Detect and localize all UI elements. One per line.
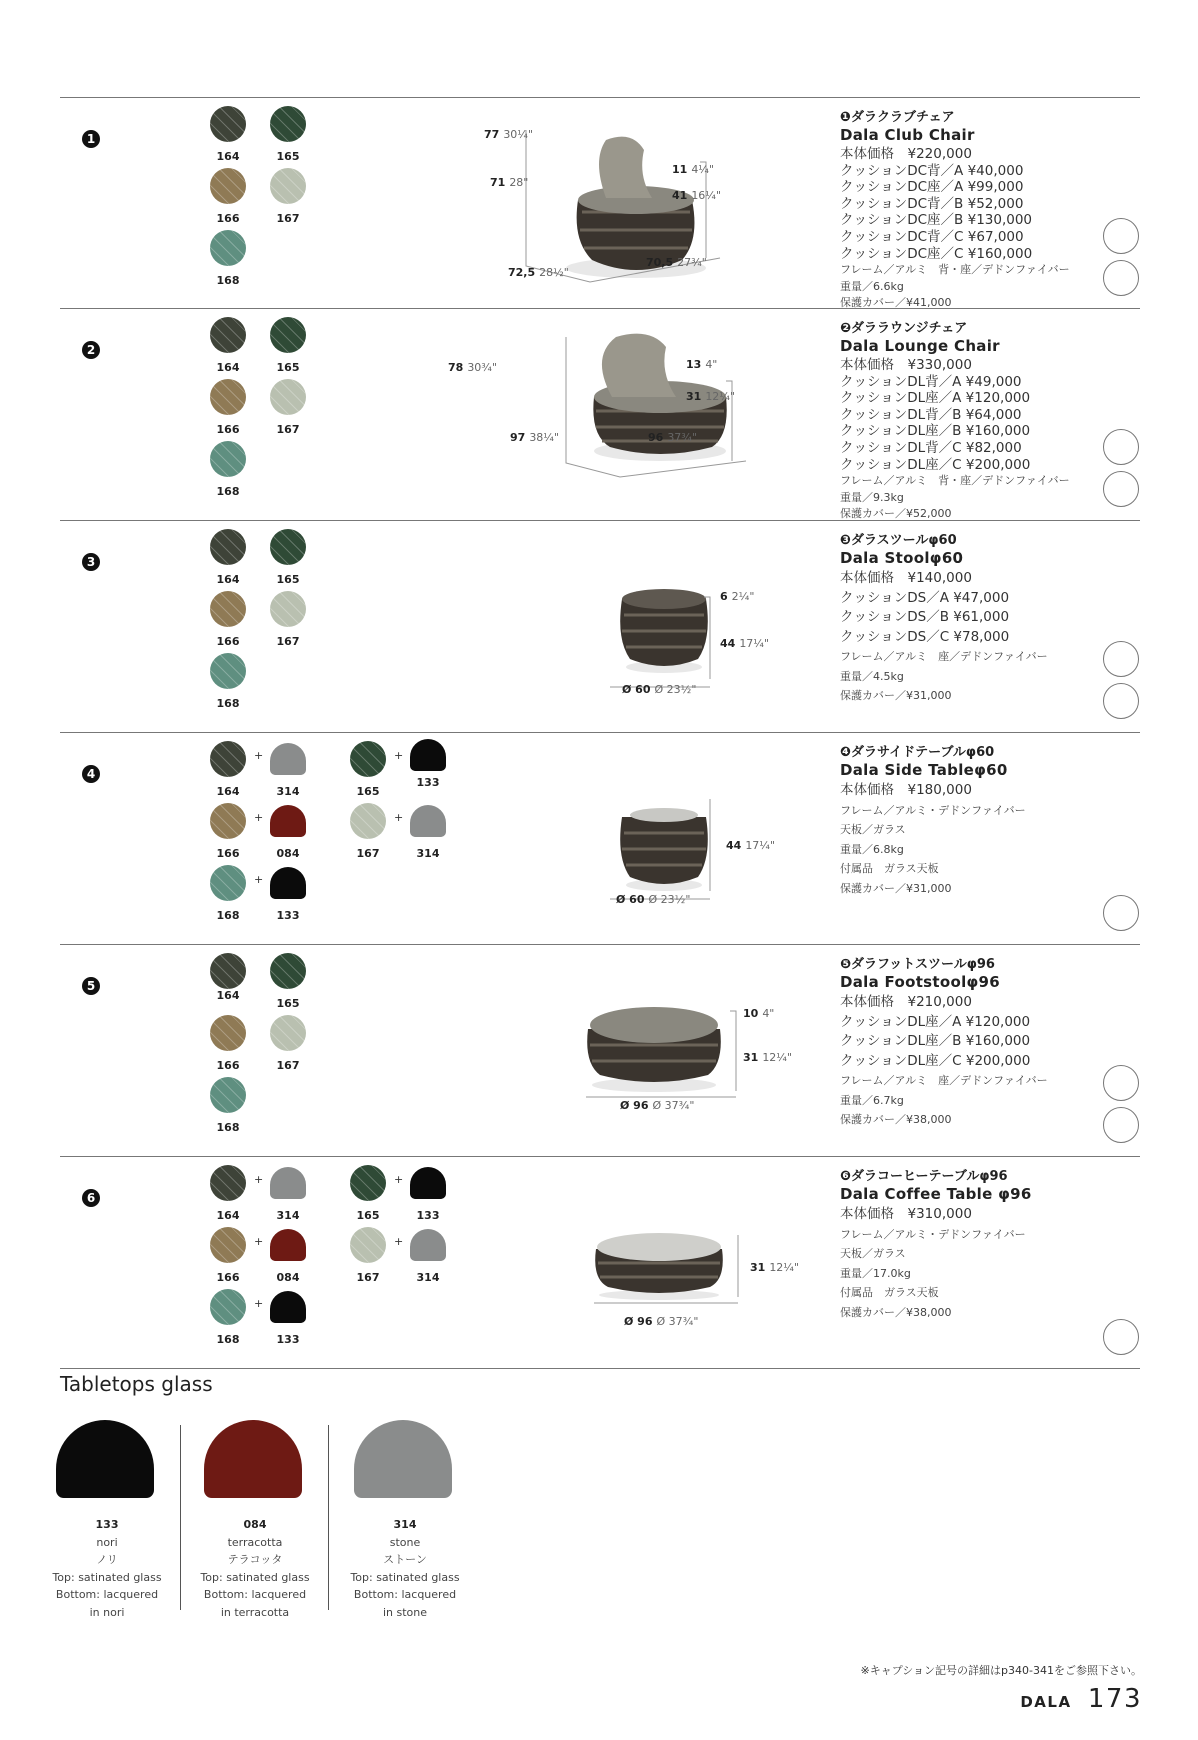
dim-height: 44 17¼" <box>720 637 770 650</box>
divider <box>180 1425 181 1610</box>
swatch-164 <box>210 953 246 989</box>
glass-bottom-color: in terracotta <box>220 1605 290 1619</box>
tabletop: 天板／ガラス <box>840 1247 906 1260</box>
weight: 重量／6.6kg <box>840 279 904 293</box>
dim-depth: 70,5 27¾" <box>646 256 707 269</box>
swatch-label: 164 <box>216 150 240 163</box>
cover-icon <box>1103 471 1139 507</box>
plus-sign: + <box>254 873 264 886</box>
glass-133 <box>410 1167 446 1199</box>
glass-sample-133 <box>52 1420 162 1621</box>
glass-sample-084 <box>200 1420 310 1621</box>
glass-bottom-color: in stone <box>382 1605 428 1619</box>
product-name-en: Dala Footstoolφ96 <box>840 973 1001 991</box>
swatch-label: 314 <box>416 1271 440 1284</box>
glass-name-jp: ノリ <box>96 1553 118 1566</box>
product-name-en: Dala Coffee Table φ96 <box>840 1185 1032 1203</box>
swatch-label: 166 <box>216 1271 240 1284</box>
cushion-price: クッションDL座／B ¥160,000 <box>840 423 1031 440</box>
swatch-label: 167 <box>276 635 300 648</box>
swatch-167 <box>270 1015 306 1051</box>
swatch-165 <box>270 529 306 565</box>
swatch-label: 165 <box>356 1209 380 1222</box>
dim-cushion: 13 4" <box>686 358 718 371</box>
dim-cushion: 11 4¼" <box>672 163 715 176</box>
swatch-166 <box>210 1015 246 1051</box>
swatch-label: 168 <box>216 1333 240 1346</box>
swatch-166 <box>210 379 246 415</box>
stacking-icon <box>1103 1065 1139 1101</box>
swatch-168 <box>210 1077 246 1113</box>
dim-height: 78 30¾" <box>448 361 498 374</box>
accessory: 付属品 ガラス天板 <box>840 1286 939 1299</box>
dim-diameter: Ø 60 Ø 23½" <box>616 893 691 906</box>
glass-top: Top: satinated glass <box>350 1570 460 1584</box>
product-row-5 <box>60 947 1140 1157</box>
plus-sign: + <box>254 749 264 762</box>
swatch-165 <box>270 317 306 353</box>
accessory: 付属品 ガラス天板 <box>840 862 939 875</box>
plus-sign: + <box>254 1297 264 1310</box>
glass-code: 314 <box>393 1518 417 1531</box>
glass-bottom: Bottom: lacquered <box>353 1588 457 1601</box>
divider <box>328 1425 329 1610</box>
cushion-price: クッションDL座／A ¥120,000 <box>840 390 1031 407</box>
swatch-label: 314 <box>416 847 440 860</box>
plus-sign: + <box>394 1173 404 1186</box>
cushion-price: クッションDL背／B ¥64,000 <box>840 406 1022 423</box>
row-number: 3 <box>82 553 100 571</box>
swatch-166 <box>210 803 246 839</box>
weight: 重量／6.7kg <box>840 1093 904 1107</box>
glass-code: 084 <box>243 1518 267 1531</box>
dim-seat-height: 71 28" <box>490 176 529 189</box>
dim-height: 44 17¼" <box>726 839 776 852</box>
swatch-165 <box>270 106 306 142</box>
weight: 重量／17.0kg <box>840 1266 911 1280</box>
swatch-label: 167 <box>276 423 300 436</box>
swatch-label: 168 <box>216 274 240 287</box>
product-name-en: Dala Side Tableφ60 <box>840 761 1008 779</box>
material: フレーム／アルミ 座／デドンファイバー <box>840 650 1048 663</box>
row-number: 1 <box>82 130 100 148</box>
dim-depth: 96 37¾" <box>648 431 698 444</box>
row-number: 4 <box>82 765 100 783</box>
glass-314 <box>410 805 446 837</box>
product-info <box>840 1165 1100 1322</box>
price: 本体価格 ¥220,000 <box>840 146 972 162</box>
swatch-label: 133 <box>276 1333 300 1346</box>
cover-icon <box>1103 260 1139 296</box>
glass-133 <box>410 739 446 771</box>
weight: 重量／6.8kg <box>840 842 904 856</box>
price: 本体価格 ¥210,000 <box>840 994 972 1010</box>
product-name-jp: ❶ダラクラブチェア <box>840 110 955 125</box>
swatch-label: 165 <box>276 361 300 374</box>
swatch-167 <box>270 168 306 204</box>
swatch-166 <box>210 168 246 204</box>
glass-swatch <box>56 1420 154 1498</box>
swatch-168 <box>210 865 246 901</box>
glass-name-jp: ストーン <box>383 1553 427 1566</box>
cushion-price: クッションDC座／B ¥130,000 <box>840 212 1033 229</box>
product-name-jp: ❸ダラスツールφ60 <box>840 533 957 548</box>
swatch-168 <box>210 230 246 266</box>
cushion-price: クッションDC座／C ¥160,000 <box>840 245 1033 262</box>
price: 本体価格 ¥310,000 <box>840 1206 972 1222</box>
cushion-price: クッションDL座／C ¥200,000 <box>840 456 1031 473</box>
swatch-167 <box>350 803 386 839</box>
price: 本体価格 ¥180,000 <box>840 782 972 798</box>
glass-084 <box>270 1229 306 1261</box>
swatch-label: 164 <box>216 989 240 1002</box>
swatch-label: 133 <box>416 1209 440 1222</box>
swatch-label: 166 <box>216 635 240 648</box>
cover-icon <box>1103 1319 1139 1355</box>
glass-sample-314 <box>350 1420 460 1621</box>
stacking-icon <box>1103 641 1139 677</box>
swatch-165 <box>350 1165 386 1201</box>
cushion-price: クッションDL座／A ¥120,000 <box>840 1013 1031 1030</box>
swatch-label: 165 <box>276 150 300 163</box>
plus-sign: + <box>254 811 264 824</box>
swatch-164 <box>210 1165 246 1201</box>
cushion-price: クッションDC背／A ¥40,000 <box>840 162 1024 179</box>
price: 本体価格 ¥140,000 <box>840 570 972 586</box>
swatch-167 <box>270 591 306 627</box>
stacking-icon <box>1103 429 1139 465</box>
footnote: ※キャプション記号の詳細はp340-341をご参照下さい。 <box>860 1664 1142 1677</box>
product-name-en: Dala Club Chair <box>840 126 975 144</box>
glass-084 <box>270 805 306 837</box>
product-row-4 <box>60 735 1140 945</box>
dim-height: 31 12¼" <box>743 1051 793 1064</box>
swatch-164 <box>210 741 246 777</box>
glass-133 <box>270 867 306 899</box>
dim-height: 31 12¼" <box>750 1261 800 1274</box>
dim-width: 72,5 28½" <box>508 266 569 279</box>
dimension-lines <box>580 1009 760 1109</box>
cover-icon <box>1103 895 1139 931</box>
dim-cushion: 10 4" <box>743 1007 775 1020</box>
swatch-label: 167 <box>356 847 380 860</box>
swatch-label: 165 <box>356 785 380 798</box>
product-name-jp: ❻ダラコーヒーテーブルφ96 <box>840 1169 1008 1184</box>
swatch-label: 164 <box>216 1209 240 1222</box>
glass-bottom: Bottom: lacquered <box>55 1588 159 1601</box>
glass-bottom: Bottom: lacquered <box>203 1588 307 1601</box>
product-info <box>840 741 1100 898</box>
swatch-164 <box>210 317 246 353</box>
product-name-jp: ❺ダラフットスツールφ96 <box>840 957 995 972</box>
swatch-label: 314 <box>276 785 300 798</box>
swatch-167 <box>270 379 306 415</box>
swatch-label: 084 <box>276 847 300 860</box>
product-info <box>840 106 1100 312</box>
cushion-price: クッションDL座／C ¥200,000 <box>840 1052 1031 1069</box>
cushion-price: クッションDL座／B ¥160,000 <box>840 1033 1031 1049</box>
glass-code: 133 <box>95 1518 119 1531</box>
tabletop: 天板／ガラス <box>840 823 906 836</box>
section-title: Tabletops glass <box>60 1372 213 1396</box>
glass-top: Top: satinated glass <box>200 1570 310 1584</box>
row-number: 6 <box>82 1189 100 1207</box>
swatch-166 <box>210 591 246 627</box>
swatch-167 <box>350 1227 386 1263</box>
glass-name: nori <box>96 1535 118 1549</box>
dimension-lines <box>588 1235 768 1315</box>
plus-sign: + <box>394 811 404 824</box>
product-info <box>840 317 1100 523</box>
cushion-price: クッションDL背／C ¥82,000 <box>840 439 1022 456</box>
swatch-164 <box>210 529 246 565</box>
product-name-jp: ❷ダララウンジチェア <box>840 321 968 336</box>
dim-width: 97 38¼" <box>510 431 560 444</box>
cushion-price: クッションDS／B ¥61,000 <box>840 609 1010 625</box>
swatch-label: 164 <box>216 785 240 798</box>
cushion-price: クッションDC背／B ¥52,000 <box>840 195 1024 212</box>
swatch-label: 166 <box>216 847 240 860</box>
swatch-label: 084 <box>276 1271 300 1284</box>
weight: 重量／9.3kg <box>840 490 904 504</box>
swatch-label: 164 <box>216 361 240 374</box>
swatch-label: 168 <box>216 1121 240 1134</box>
swatch-168 <box>210 1289 246 1325</box>
swatch-label: 133 <box>276 909 300 922</box>
stacking-icon <box>1103 218 1139 254</box>
row-number: 2 <box>82 341 100 359</box>
swatch-label: 166 <box>216 1059 240 1072</box>
product-row-3 <box>60 523 1140 733</box>
weight: 重量／4.5kg <box>840 669 904 683</box>
product-row-6 <box>60 1159 1140 1369</box>
dim-diameter: Ø 96 Ø 37¾" <box>620 1099 695 1112</box>
swatch-label: 167 <box>356 1271 380 1284</box>
glass-name-jp: テラコッタ <box>227 1553 283 1566</box>
dimension-lines <box>520 126 760 286</box>
cushion-price: クッションDL背／A ¥49,000 <box>840 373 1022 390</box>
plus-sign: + <box>254 1173 264 1186</box>
cushion-price: クッションDS／A ¥47,000 <box>840 589 1010 606</box>
product-name-jp: ❹ダラサイドテーブルφ60 <box>840 745 995 760</box>
cushion-price: クッションDC座／A ¥99,000 <box>840 179 1024 196</box>
dimension-lines <box>560 333 800 483</box>
material: フレーム／アルミ 座／デドンファイバー <box>840 1074 1048 1087</box>
cover-price: 保護カバー／¥38,000 <box>840 1113 952 1126</box>
material: フレーム／アルミ 背・座／デドンファイバー <box>840 474 1070 488</box>
product-info <box>840 529 1100 706</box>
glass-133 <box>270 1291 306 1323</box>
glass-314 <box>410 1229 446 1261</box>
swatch-label: 164 <box>216 573 240 586</box>
row-number: 5 <box>82 977 100 995</box>
glass-top: Top: satinated glass <box>52 1570 162 1584</box>
glass-bottom-color: in nori <box>89 1605 125 1619</box>
product-row-1 <box>60 100 1140 310</box>
glass-name: stone <box>389 1535 421 1549</box>
plus-sign: + <box>254 1235 264 1248</box>
swatch-label: 166 <box>216 423 240 436</box>
glass-314 <box>270 1167 306 1199</box>
cushion-price: クッションDS／C ¥78,000 <box>840 628 1010 645</box>
dim-diameter: Ø 96 Ø 37¾" <box>624 1315 699 1328</box>
material: フレーム／アルミ 背・座／デドンファイバー <box>840 263 1070 277</box>
swatch-164 <box>210 106 246 142</box>
product-name-en: Dala Lounge Chair <box>840 337 1000 355</box>
dim-seat: 41 16¼" <box>672 189 722 202</box>
cover-price: 保護カバー／¥31,000 <box>840 689 952 702</box>
price: 本体価格 ¥330,000 <box>840 357 972 373</box>
dim-cushion: 6 2¼" <box>720 590 755 603</box>
product-info <box>840 953 1100 1130</box>
cover-price: 保護カバー／¥31,000 <box>840 881 952 895</box>
page-footer <box>1020 1684 1142 1714</box>
swatch-168 <box>210 653 246 689</box>
plus-sign: + <box>394 1235 404 1248</box>
product-name-en: Dala Stoolφ60 <box>840 549 964 567</box>
material: フレーム／アルミ・デドンファイバー <box>840 1227 1026 1241</box>
material: フレーム／アルミ・デドンファイバー <box>840 803 1026 817</box>
swatch-label: 168 <box>216 485 240 498</box>
dim-diameter: Ø 60 Ø 23½" <box>622 683 697 696</box>
swatch-label: 165 <box>276 997 300 1010</box>
brand-name: DALA <box>1020 1693 1072 1711</box>
glass-name: terracotta <box>227 1535 283 1549</box>
swatch-label: 167 <box>276 212 300 225</box>
plus-sign: + <box>394 749 404 762</box>
cover-icon <box>1103 1107 1139 1143</box>
cover-price: 保護カバー／¥38,000 <box>840 1305 952 1319</box>
swatch-label: 167 <box>276 1059 300 1072</box>
cover-icon <box>1103 683 1139 719</box>
swatch-165 <box>270 953 306 989</box>
cushion-price: クッションDC背／C ¥67,000 <box>840 228 1024 245</box>
cover-price: 保護カバー／¥52,000 <box>840 507 952 521</box>
swatch-168 <box>210 441 246 477</box>
dim-height: 77 30¼" <box>484 128 534 141</box>
glass-swatch <box>204 1420 302 1498</box>
cover-price: 保護カバー／¥41,000 <box>840 296 952 310</box>
swatch-label: 314 <box>276 1209 300 1222</box>
swatch-label: 133 <box>416 776 440 789</box>
swatch-166 <box>210 1227 246 1263</box>
swatch-165 <box>350 741 386 777</box>
swatch-label: 165 <box>276 573 300 586</box>
swatch-label: 168 <box>216 909 240 922</box>
product-row-2 <box>60 311 1140 521</box>
page-number: 173 <box>1087 1684 1142 1714</box>
swatch-label: 168 <box>216 697 240 710</box>
dim-seat: 31 12¼" <box>686 390 736 403</box>
glass-swatch <box>354 1420 452 1498</box>
glass-314 <box>270 743 306 775</box>
swatch-label: 166 <box>216 212 240 225</box>
